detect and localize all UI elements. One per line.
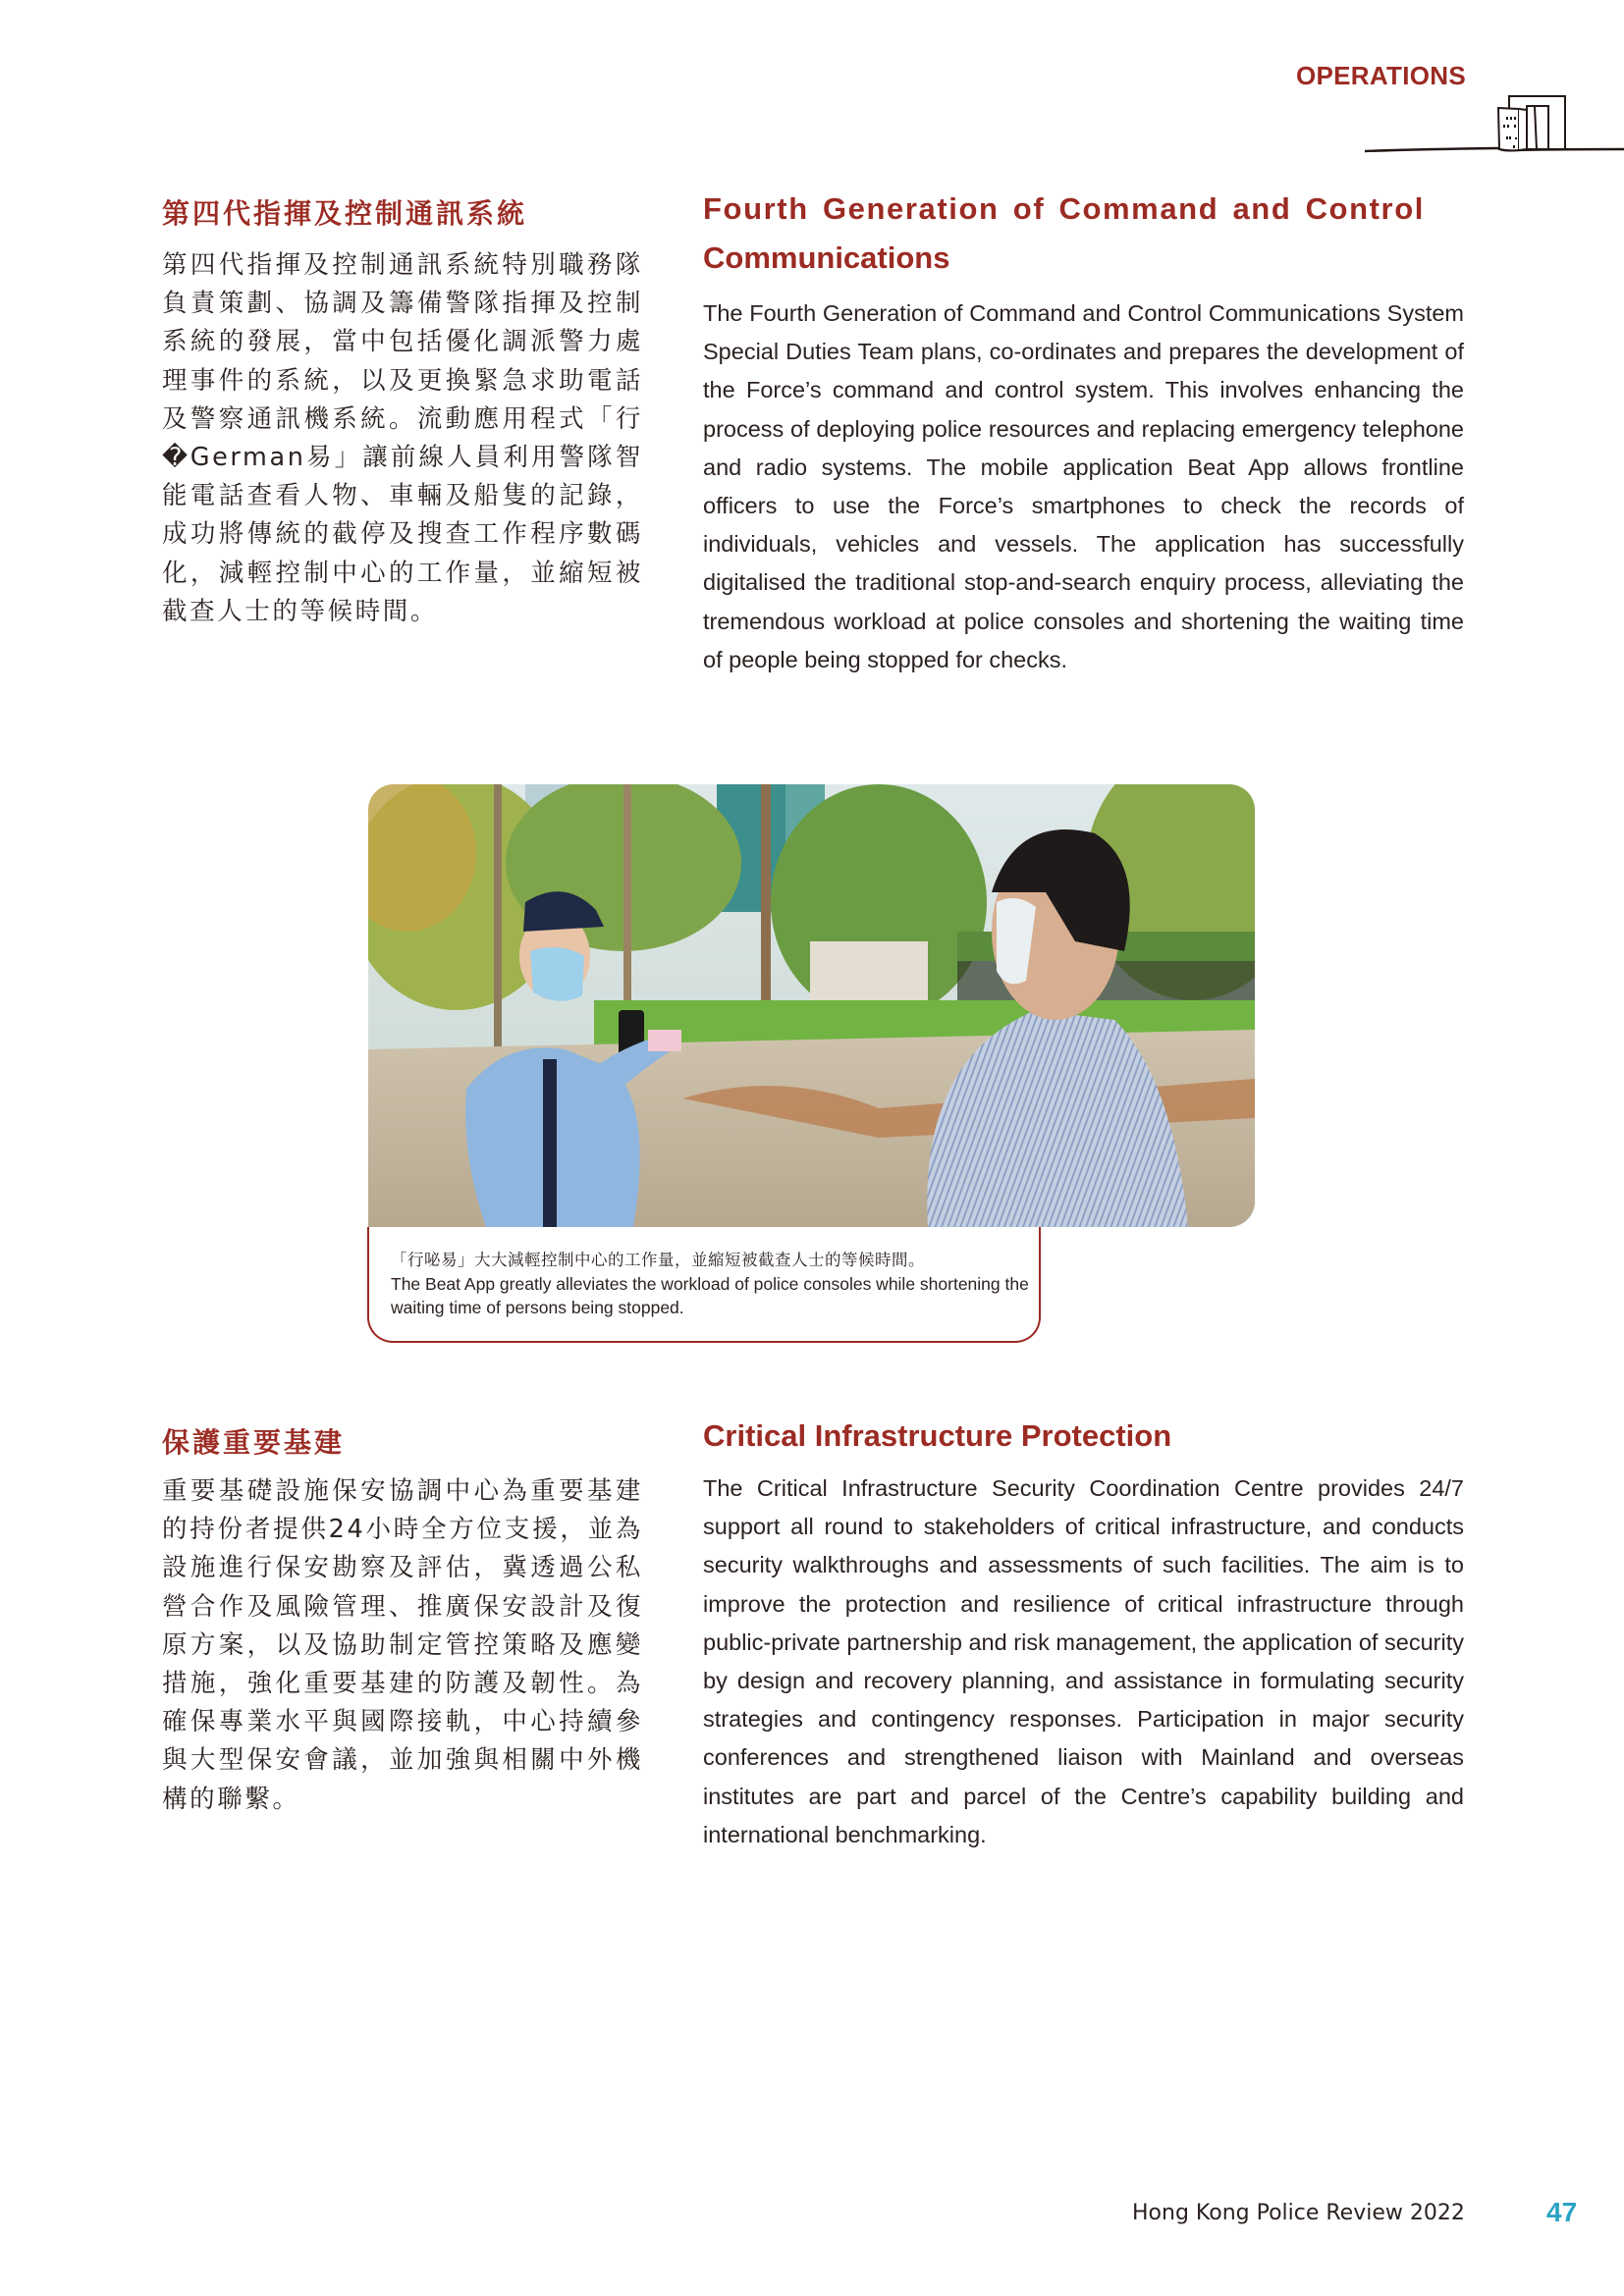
en-heading-infrastructure: Critical Infrastructure Protection (703, 1418, 1172, 1453)
beat-app-photo (368, 784, 1255, 1227)
publication-title: Hong Kong Police Review 2022 (1132, 2201, 1465, 2225)
zh-heading-infrastructure: 保護重要基建 (162, 1426, 346, 1459)
en-heading-command-control-line1: Fourth Generation of Command and Control (703, 191, 1425, 226)
en-body-infrastructure: The Critical Infrastructure Security Coordination Centre provides 24/7 support all round to stakeholders of critical infrastructure, and conducts security walkthroughs and assessments of such facilities. The aim is to improve the protection and resilience of critical infrastructure through public-private partnership and risk management, the application of security by design and recovery planning, and assistance in formulating security strategies and contingency responses. Participation in major security conferences and strengthened liaison with Mainland and overseas institutes are part and parcel of the Centre’s capability building and international benchmarking. (703, 1475, 1464, 1847)
en-body-command-control: The Fourth Generation of Command and Control Communications System Special Duties Team plans, co-ordinates and prepares the development of the Force’s command and control system. This involves enhancing the process of deploying police resources and replacing emergency telephone and radio systems. The mobile application Beat App allows frontline officers to use the Force’s smartphones to check the records of individuals, vehicles and vessels. The application has successfully digitalised the traditional stop-and-search enquiry process, alleviating the tremendous workload at police consoles and shortening the waiting time of people being stopped for checks. (703, 300, 1464, 672)
photo-caption-en: The Beat App greatly alleviates the workload of police consoles while shortening the waiting time of persons being stopped. (391, 1274, 1029, 1317)
page-number: 47 (1546, 2197, 1578, 2227)
section-label: OPERATIONS (1296, 61, 1466, 90)
en-heading-command-control-line2: Communications (703, 240, 950, 275)
photo-caption-zh: 「行咇易」大大減輕控制中心的工作量，並縮短被截查人士的等候時間。 (391, 1251, 925, 1269)
buildings-skyline-icon (1360, 90, 1624, 159)
zh-heading-command-control: 第四代指揮及控制通訊系統 (162, 197, 528, 230)
zh-body-infrastructure: 重要基礎設施保安協調中心為重要基建的持份者提供24小時全方位支援，並為設施進行保安勘察及評估，冀透過公私營合作及風險管理、推廣保安設計及復原方案，以及協助制定管控策略及應變措施，強化重要基建的防護及韌性。為確保專業水平與國際接軌，中心持續參與大型保安會議，並加強與相關中外機構的聯繫。 (162, 1476, 643, 1814)
zh-body-command-control: 第四代指揮及控制通訊系統特別職務隊負責策劃、協調及籌備警隊指揮及控制系統的發展，當中包括優化調派警力處理事件的系統，以及更換緊急求助電話及警察通訊機系統。流動應用程式「行�German易」讓前線人員利用警隊智能電話查看人物、車輛及船隻的記錄，成功將傳統的截停及搜查工作程序數碼化，減輕控制中心的工作量，並縮短被截查人士的等候時間。 (162, 250, 643, 626)
